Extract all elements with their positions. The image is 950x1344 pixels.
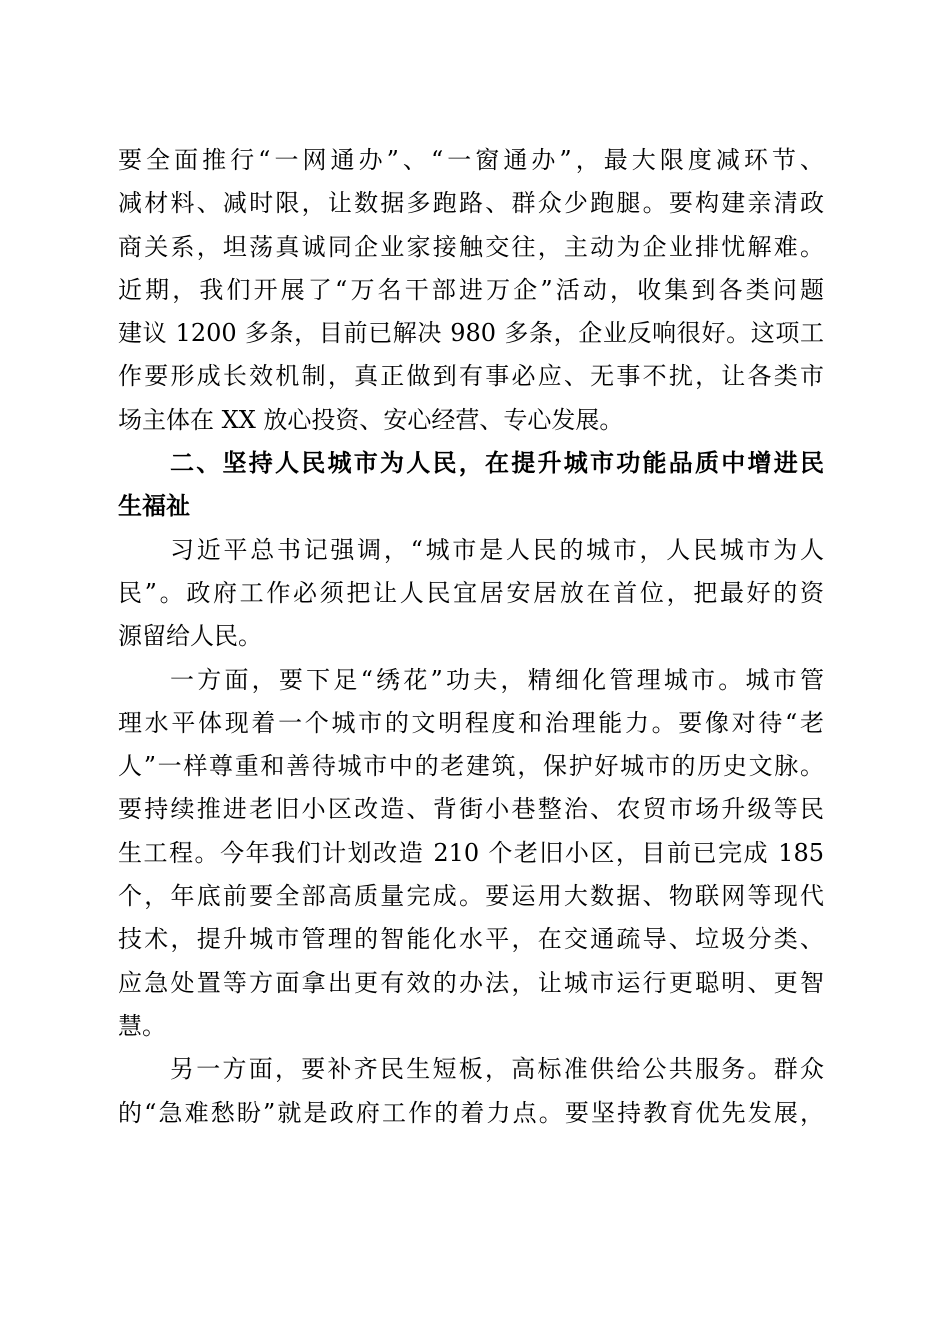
paragraph-quote	[118, 529, 824, 659]
text-line: 减材料、减时限，让数据多跑路、群众少跑腿。要构建亲清政	[118, 189, 824, 218]
paragraph-public-services	[118, 1048, 824, 1135]
text-line: 个，年底前要全部高质量完成。要运用大数据、物联网等现代	[118, 882, 824, 911]
text-line: 另一方面，要补齐民生短板，高标准供给公共服务。群众	[170, 1055, 824, 1084]
text-line: 近期，我们开展了“万名干部进万企”活动，收集到各类问题	[118, 275, 824, 304]
text-line: 的“急难愁盼”就是政府工作的着力点。要坚持教育优先发展，	[118, 1098, 824, 1127]
text-line: 商关系，坦荡真诚同企业家接触交往，主动为企业排忧解难。	[118, 232, 824, 261]
text-line: 习近平总书记强调，“城市是人民的城市，人民城市为人	[170, 535, 824, 564]
text-line: 建议 1200 多条，目前已解决 980 多条，企业反响很好。这项工	[118, 319, 824, 348]
heading-line: 生福祉	[118, 492, 190, 521]
text-line: 一方面，要下足“绣花”功夫，精细化管理城市。城市管	[170, 665, 824, 694]
text-line: 民”。政府工作必须把让人民宜居安居放在首位，把最好的资	[118, 578, 824, 607]
heading-line: 二、坚持人民城市为人民，在提升城市功能品质中增进民	[170, 449, 824, 478]
text-line: 人”一样尊重和善待城市中的老建筑，保护好城市的历史文脉。	[118, 752, 824, 781]
text-line: 应急处置等方面拿出更有效的办法，让城市运行更聪明、更智	[118, 968, 824, 997]
paragraph-city-management	[118, 659, 824, 1049]
text-line: 理水平体现着一个城市的文明程度和治理能力。要像对待“老	[118, 708, 824, 737]
paragraph-business-environment	[118, 139, 824, 442]
text-line: 技术，提升城市管理的智能化水平，在交通疏导、垃圾分类、	[118, 925, 824, 954]
text-line: 源留给人民。	[118, 622, 262, 651]
text-line: 要全面推行“一网通办”、“一窗通办”，最大限度减环节、	[118, 146, 824, 174]
text-line: 生工程。今年我们计划改造 210 个老旧小区，目前已完成 185	[118, 838, 824, 867]
text-line: 要持续推进老旧小区改造、背街小巷整治、农贸市场升级等民	[118, 795, 824, 824]
section-heading-2	[118, 442, 824, 529]
text-line: 慧。	[118, 1011, 166, 1040]
text-line: 场主体在 XX 放心投资、安心经营、专心发展。	[118, 405, 624, 434]
text-line: 作要形成长效机制，真正做到有事必应、无事不扰，让各类市	[118, 362, 824, 391]
document-page	[118, 139, 824, 1135]
